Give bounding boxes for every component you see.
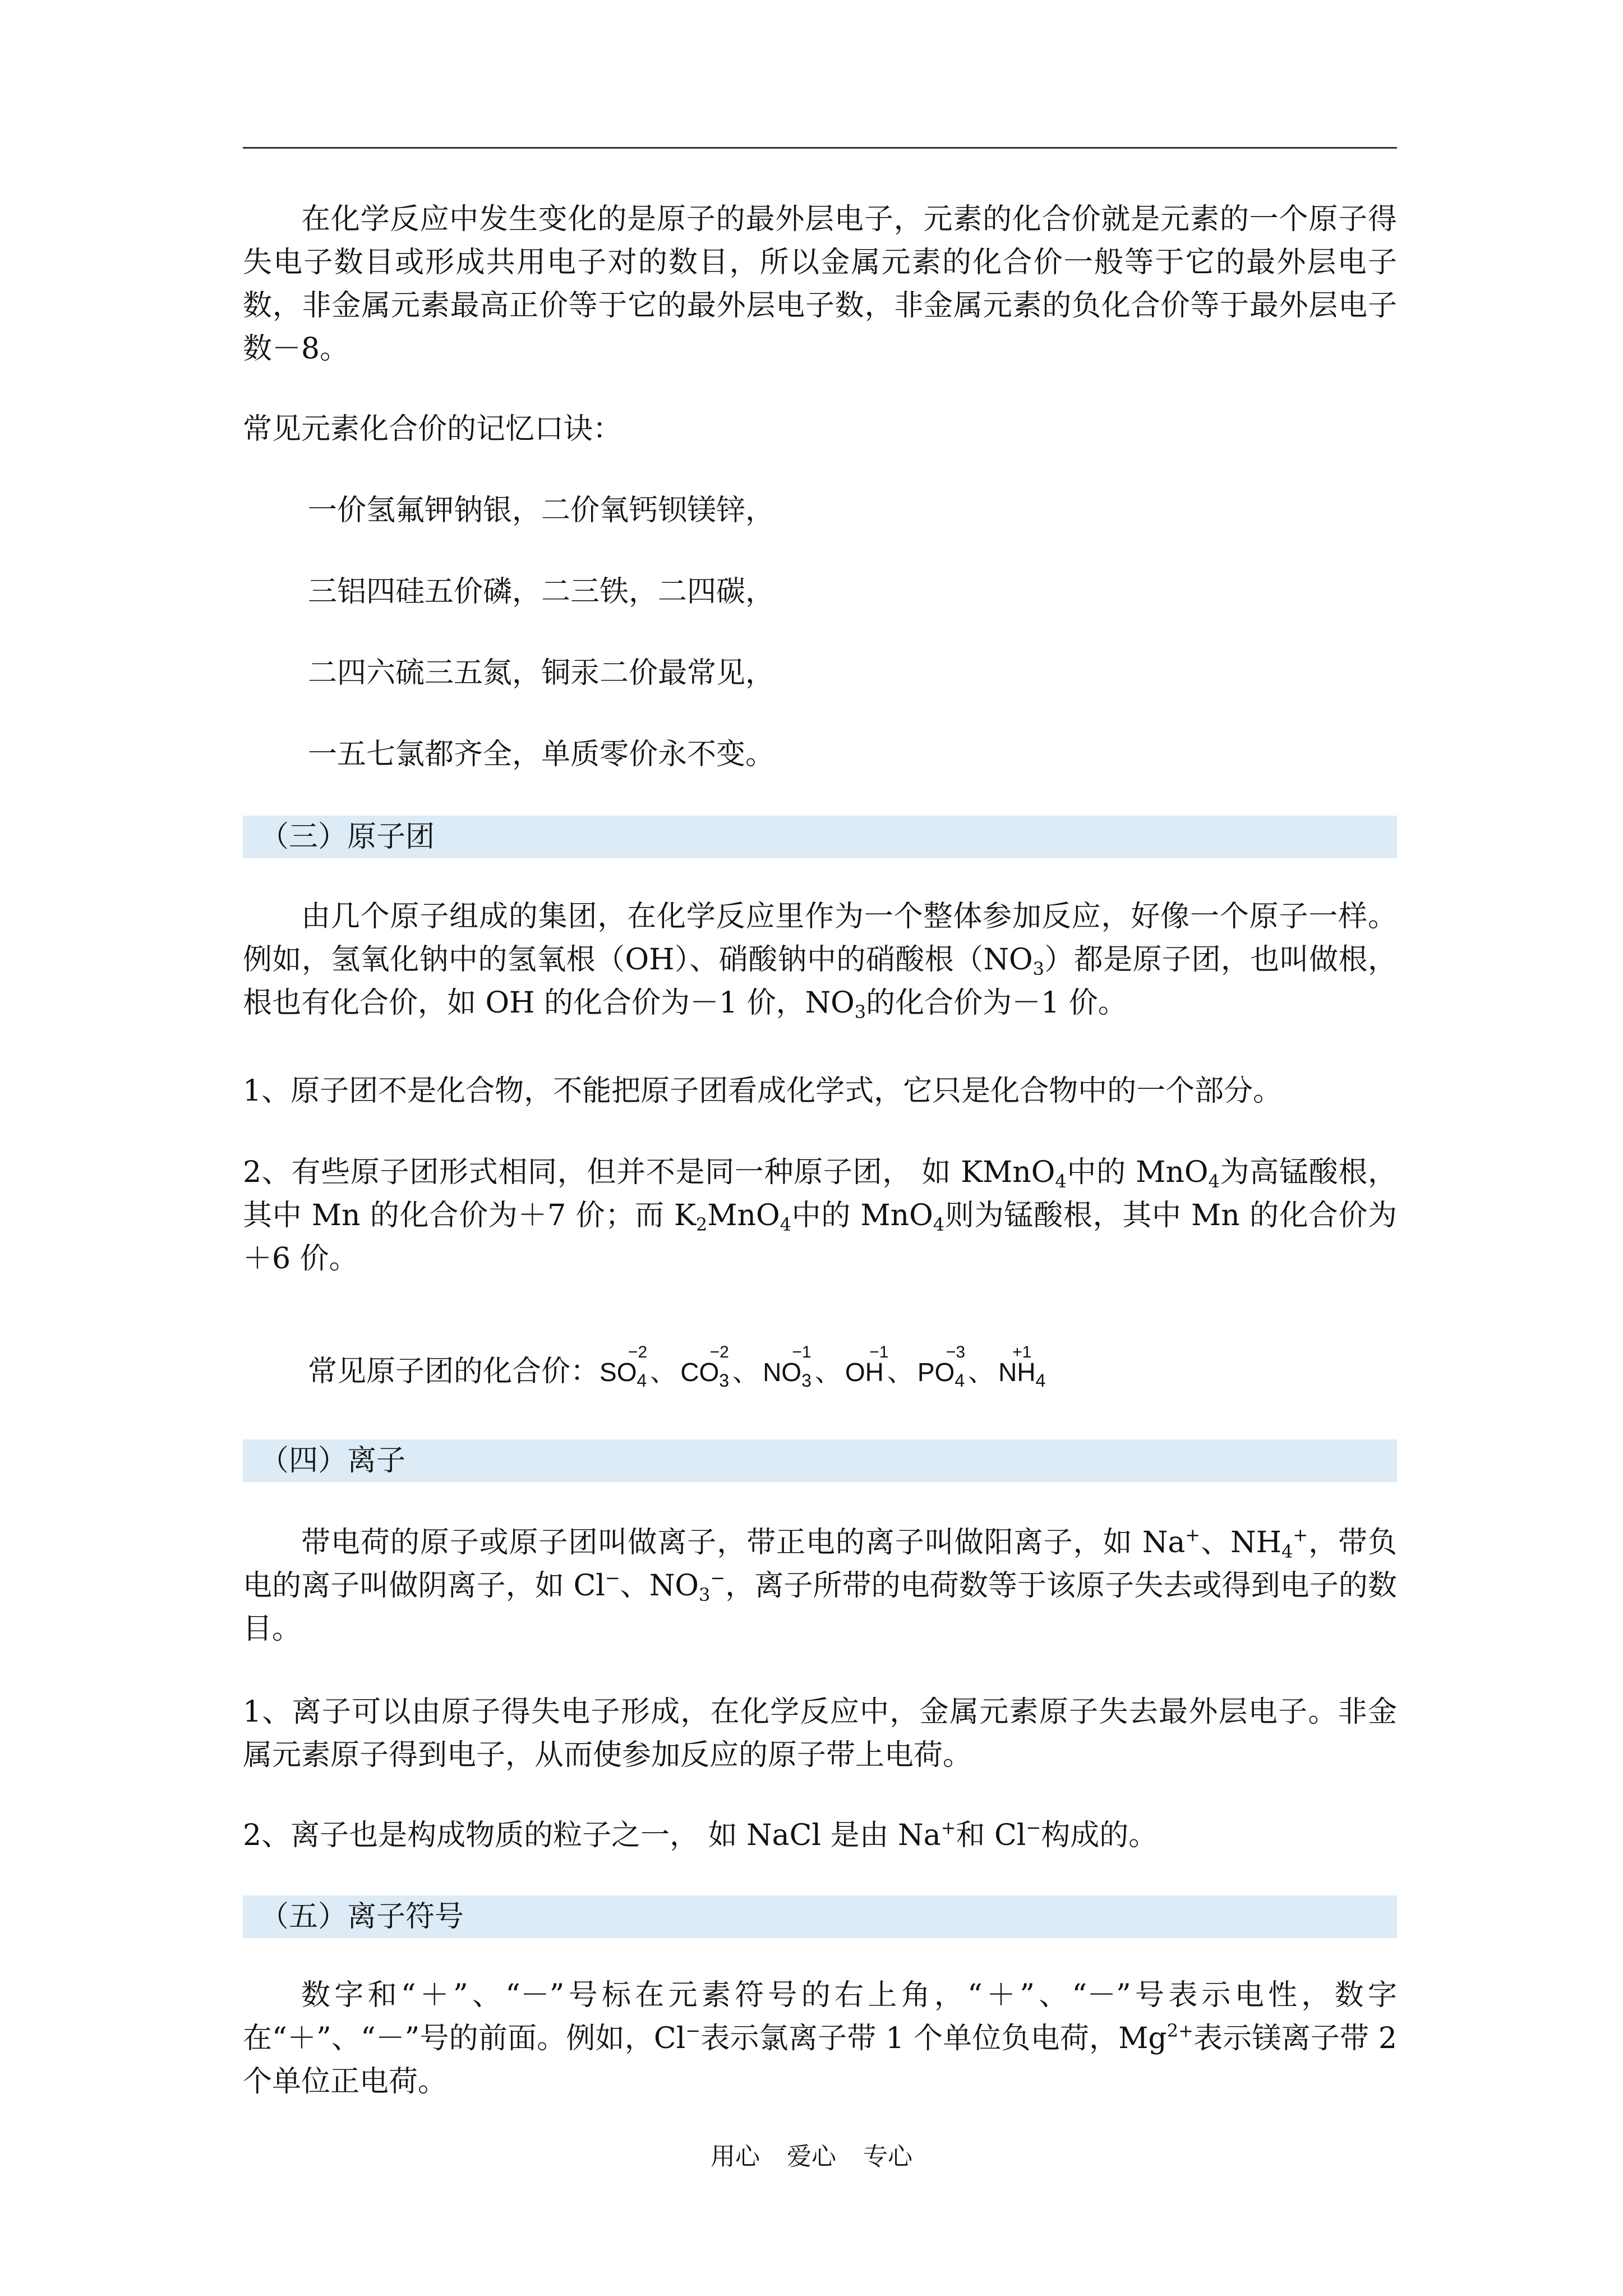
paragraph-ion-note-2: 2、离子也是构成物质的粒子之一， 如 NaCl 是由 Na+和 Cl−构成的。 — [243, 1817, 1158, 1852]
radical-formula: NH — [998, 1358, 1036, 1387]
paragraph-atomic-group-definition: 由几个原子组成的集团，在化学反应里作为一个整体参加反应，好像一个原子一样。例如，氢氧化钠中的氢氧根（OH）、硝酸钠中的硝酸根$(NO_3)$都是原子团，也叫做根，根也有化合价，如 OH 的化合价为－1 价，$NO_3$的化合价为－1 价。 — [243, 900, 1397, 1023]
radical-item — [998, 1343, 1046, 1394]
radical-formula: CO — [680, 1358, 720, 1387]
radical-subscript: 4 — [1035, 1370, 1046, 1391]
section-heading-atomic-group: （三）原子团 — [243, 816, 1397, 858]
verse-line-4: 一五七氯都齐全，单质零价永不变。 — [308, 738, 775, 771]
radical-item — [917, 1343, 994, 1394]
radical-formula: SO — [600, 1358, 637, 1387]
paragraph-mnemonic-title: 常见元素化合价的记忆口诀： — [243, 412, 623, 446]
radical-item — [845, 1343, 913, 1394]
paragraph-radical-valences: 常见原子团的化合价： −2 $SO_4$ 、 −2 $CO_3$ 、 −1 $NO_3$ 、 −1 OH 、 −3 $PO_4$ 、 +1 $NH_4$ — [308, 1350, 1050, 1394]
paragraph-ion-note-1: 1、离子可以由原子得失电子形成，在化学反应中，金属元素原子失去最外层电子。非金属元素原子得到电子，从而使参加反应的原子带上电荷。 — [243, 1695, 1397, 1772]
oxidation-state-label: −2 — [709, 1343, 729, 1361]
paragraph-ion-symbol-rules: 数字和“＋”、“－”号标在元素符号的右上角，“＋”、“－”号表示电性，数字在“＋”、“－”号的前面。例如，Cl−表示氯离子带 1 个单位负电荷，$Mg^{2+}$表示镁离子带 2 个单位正电荷。 — [243, 1978, 1397, 2099]
oxidation-state-label: −2 — [628, 1343, 648, 1361]
radical-separator: 、 — [650, 1358, 676, 1387]
radical-item — [680, 1343, 759, 1394]
radical-formula: NO — [763, 1358, 802, 1387]
paragraph-ion-definition: 带电荷的原子或原子团叫做离子，带正电的离子叫做阳离子，如 Na+、$NH_4^+$，带负电的离子叫做阴离子，如 Cl−、$NO_3^-$，离子所带的电荷数等于该原子失去或得到电子的数目。 — [243, 1524, 1397, 1646]
page-footer: 用心 爱心 专心 — [711, 2142, 912, 2171]
radical-separator: 、 — [814, 1358, 841, 1387]
radical-subscript: 4 — [637, 1370, 647, 1391]
oxidation-state-label: −3 — [946, 1343, 966, 1361]
paragraph-atomic-group-note-2: 2、有些原子团形式相同，但并不是同一种原子团， 如 KMnO$_4$中的 MnO$_4$为高锰酸根，其中 Mn 的化合价为＋7 价；而 $K_2MnO_4$中的 MnO$_4$则为锰酸根，其中 Mn 的化合价为＋6 价。 — [243, 1156, 1397, 1276]
paragraph-valence-intro: 在化学反应中发生变化的是原子的最外层电子，元素的化合价就是元素的一个原子得失电子数目或形成共用电子对的数目，所以金属元素的化合价一般等于它的最外层电子数，非金属元素最高正价等于它的最外层电子数，非金属元素的负化合价等于最外层电子数－8。 — [243, 203, 1397, 366]
verse-line-1: 一价氢氟钾钠银，二价氧钙钡镁锌， — [308, 494, 775, 527]
oxidation-state-label: −1 — [792, 1343, 811, 1361]
header-rule — [243, 147, 1397, 149]
oxidation-state-label: +1 — [1012, 1343, 1032, 1361]
radical-subscript: 4 — [955, 1370, 965, 1391]
radical-separator: 、 — [887, 1358, 913, 1387]
paragraph-atomic-group-note-1: 1、原子团不是化合物，不能把原子团看成化学式，它只是化合物中的一个部分。 — [243, 1074, 1283, 1108]
radical-subscript: 3 — [719, 1370, 730, 1391]
radical-separator: 、 — [732, 1358, 759, 1387]
section-heading-ion: （四）离子 — [243, 1439, 1397, 1482]
radical-formula: PO — [917, 1358, 955, 1387]
radical-separator: 、 — [968, 1358, 994, 1387]
radical-formula: OH — [845, 1358, 884, 1387]
radical-item — [600, 1343, 676, 1394]
section-heading-ion-symbol: （五）离子符号 — [243, 1895, 1397, 1938]
oxidation-state-label: −1 — [869, 1343, 889, 1361]
verse-line-3: 二四六硫三五氮，铜汞二价最常见， — [308, 656, 775, 690]
radical-subscript: 3 — [801, 1370, 811, 1391]
radical-item — [763, 1343, 841, 1394]
verse-line-2: 三铝四硅五价磷，二三铁，二四碳， — [308, 575, 775, 609]
